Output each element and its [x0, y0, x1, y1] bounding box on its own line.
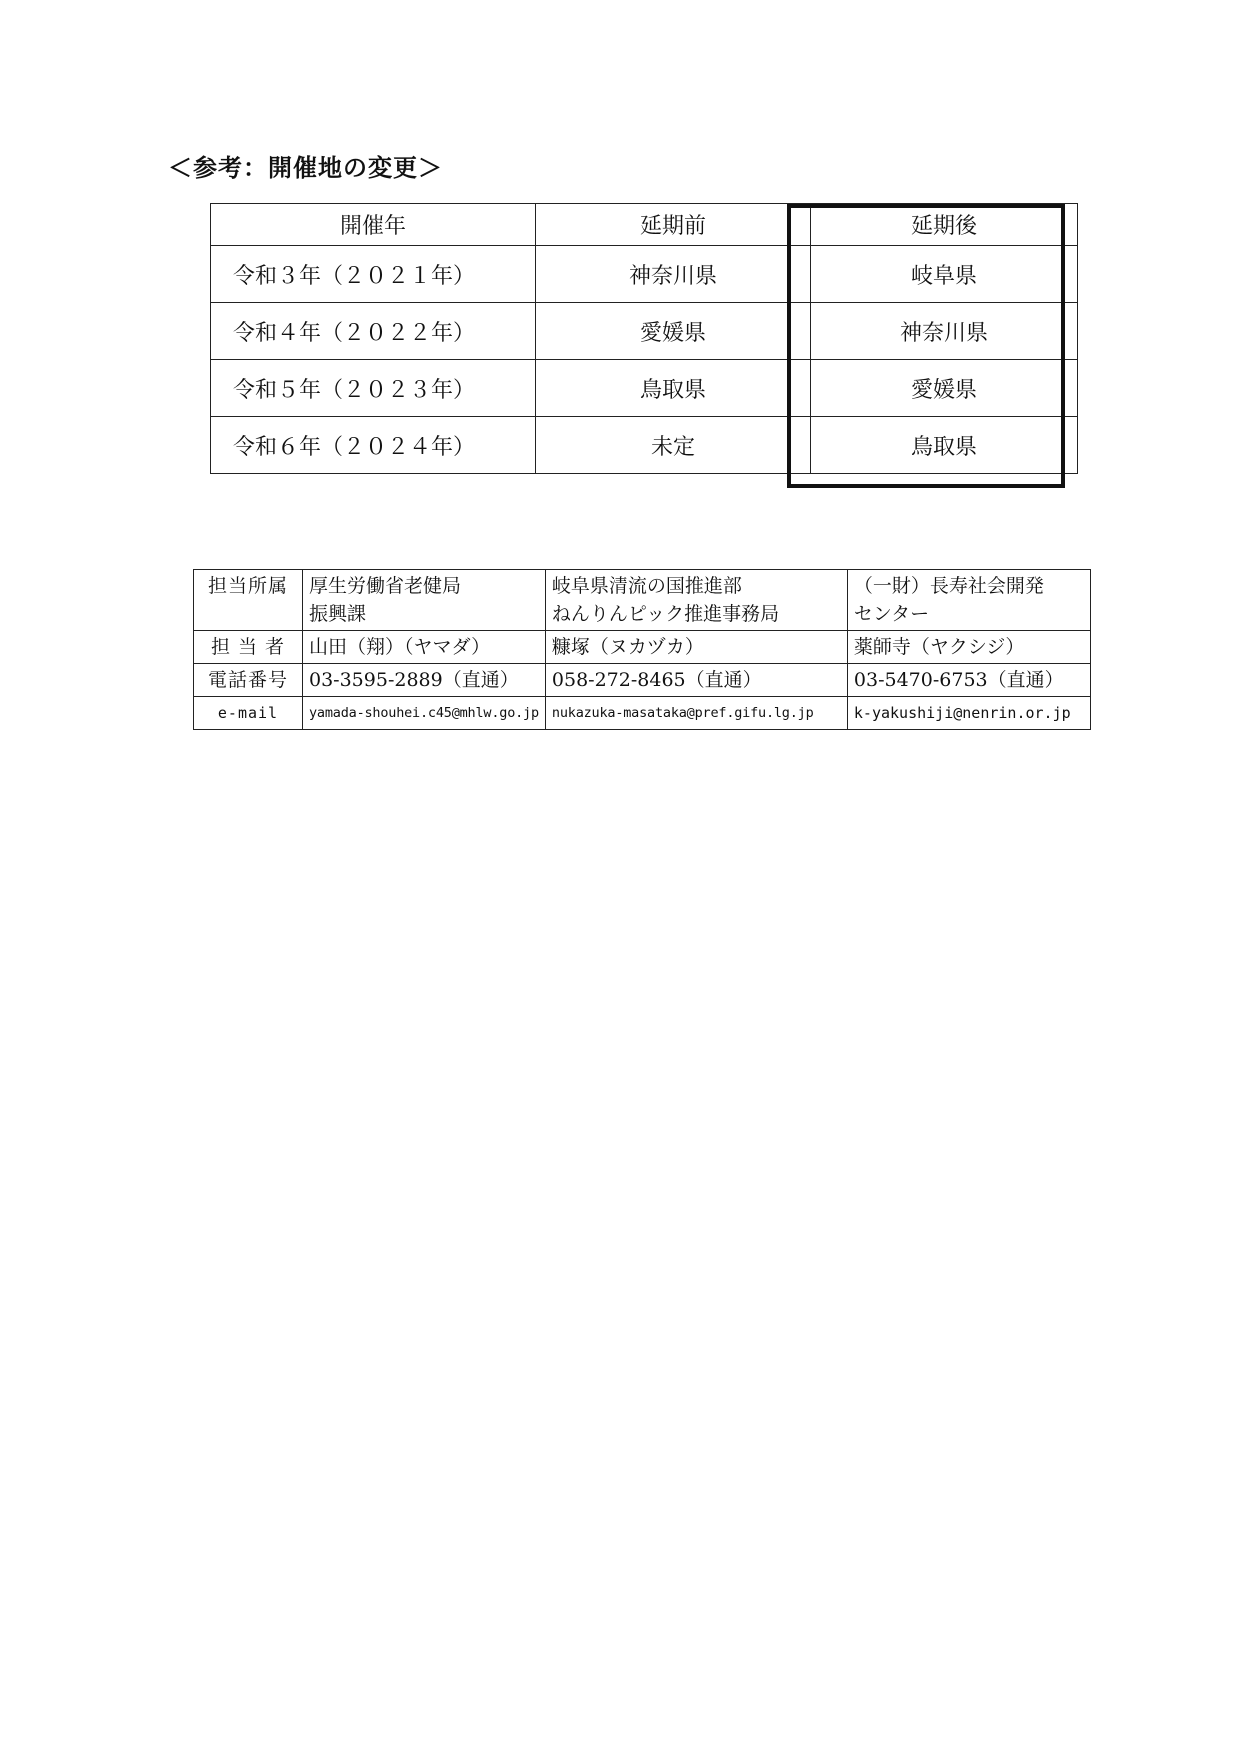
phone-nenrin: 03-5470-6753（直通） — [847, 664, 1090, 697]
cell-after: 愛媛県 — [811, 360, 1078, 417]
cell-year: 令和６年（２０２４年） — [211, 417, 536, 474]
header-after: 延期後 — [811, 204, 1078, 246]
dept-mhlw-line2: 振興課 — [309, 603, 367, 625]
email-mhlw[interactable]: yamada-shouhei.c45@mhlw.go.jp — [303, 697, 546, 730]
dept-gifu-line2: ねんりんピック推進事務局 — [551, 603, 780, 625]
person-gifu: 糠塚（ヌカヅカ） — [545, 631, 847, 664]
venue-header-row — [211, 204, 1078, 246]
cell-before: 神奈川県 — [536, 246, 811, 303]
dept-gifu — [545, 570, 847, 631]
cell-before: 鳥取県 — [536, 360, 811, 417]
dept-nenrin — [847, 570, 1090, 631]
venue-change-table — [210, 203, 1078, 474]
cell-before: 愛媛県 — [536, 303, 811, 360]
cell-year: 令和３年（２０２１年） — [211, 246, 536, 303]
dept-nenrin-line2: センター — [853, 603, 930, 625]
header-year: 開催年 — [211, 204, 536, 246]
label-person: 担 当 者 — [194, 631, 303, 664]
table-row — [211, 246, 1078, 303]
email-gifu[interactable]: nukazuka-masataka@pref.gifu.lg.jp — [545, 697, 847, 730]
dept-mhlw-line1: 厚生労働省老健局 — [309, 575, 462, 597]
label-dept: 担当所属 — [194, 570, 303, 631]
person-nenrin: 薬師寺（ヤクシジ） — [847, 631, 1090, 664]
cell-before: 未定 — [536, 417, 811, 474]
header-before: 延期前 — [536, 204, 811, 246]
contact-row-phone — [194, 664, 1091, 697]
contact-row-dept — [194, 570, 1091, 631]
contact-row-person — [194, 631, 1091, 664]
cell-year: 令和４年（２０２２年） — [211, 303, 536, 360]
dept-mhlw — [303, 570, 546, 631]
contact-table — [193, 569, 1091, 730]
cell-after: 神奈川県 — [811, 303, 1078, 360]
table-row — [211, 417, 1078, 474]
label-email: e-mail — [194, 697, 303, 730]
dept-nenrin-line1: （一財）長寿社会開発 — [853, 575, 1044, 597]
page-heading: ＜参考：開催地の変更＞ — [168, 154, 443, 182]
contact-row-email — [194, 697, 1091, 730]
person-mhlw: 山田（翔）（ヤマダ） — [303, 631, 546, 664]
cell-after: 岐阜県 — [811, 246, 1078, 303]
table-row — [211, 360, 1078, 417]
phone-mhlw: 03-3595-2889（直通） — [303, 664, 546, 697]
table-row — [211, 303, 1078, 360]
label-phone: 電話番号 — [194, 664, 303, 697]
dept-gifu-line1: 岐阜県清流の国推進部 — [551, 575, 742, 597]
email-nenrin[interactable]: k-yakushiji@nenrin.or.jp — [847, 697, 1090, 730]
cell-year: 令和５年（２０２３年） — [211, 360, 536, 417]
phone-gifu: 058-272-8465（直通） — [545, 664, 847, 697]
cell-after: 鳥取県 — [811, 417, 1078, 474]
